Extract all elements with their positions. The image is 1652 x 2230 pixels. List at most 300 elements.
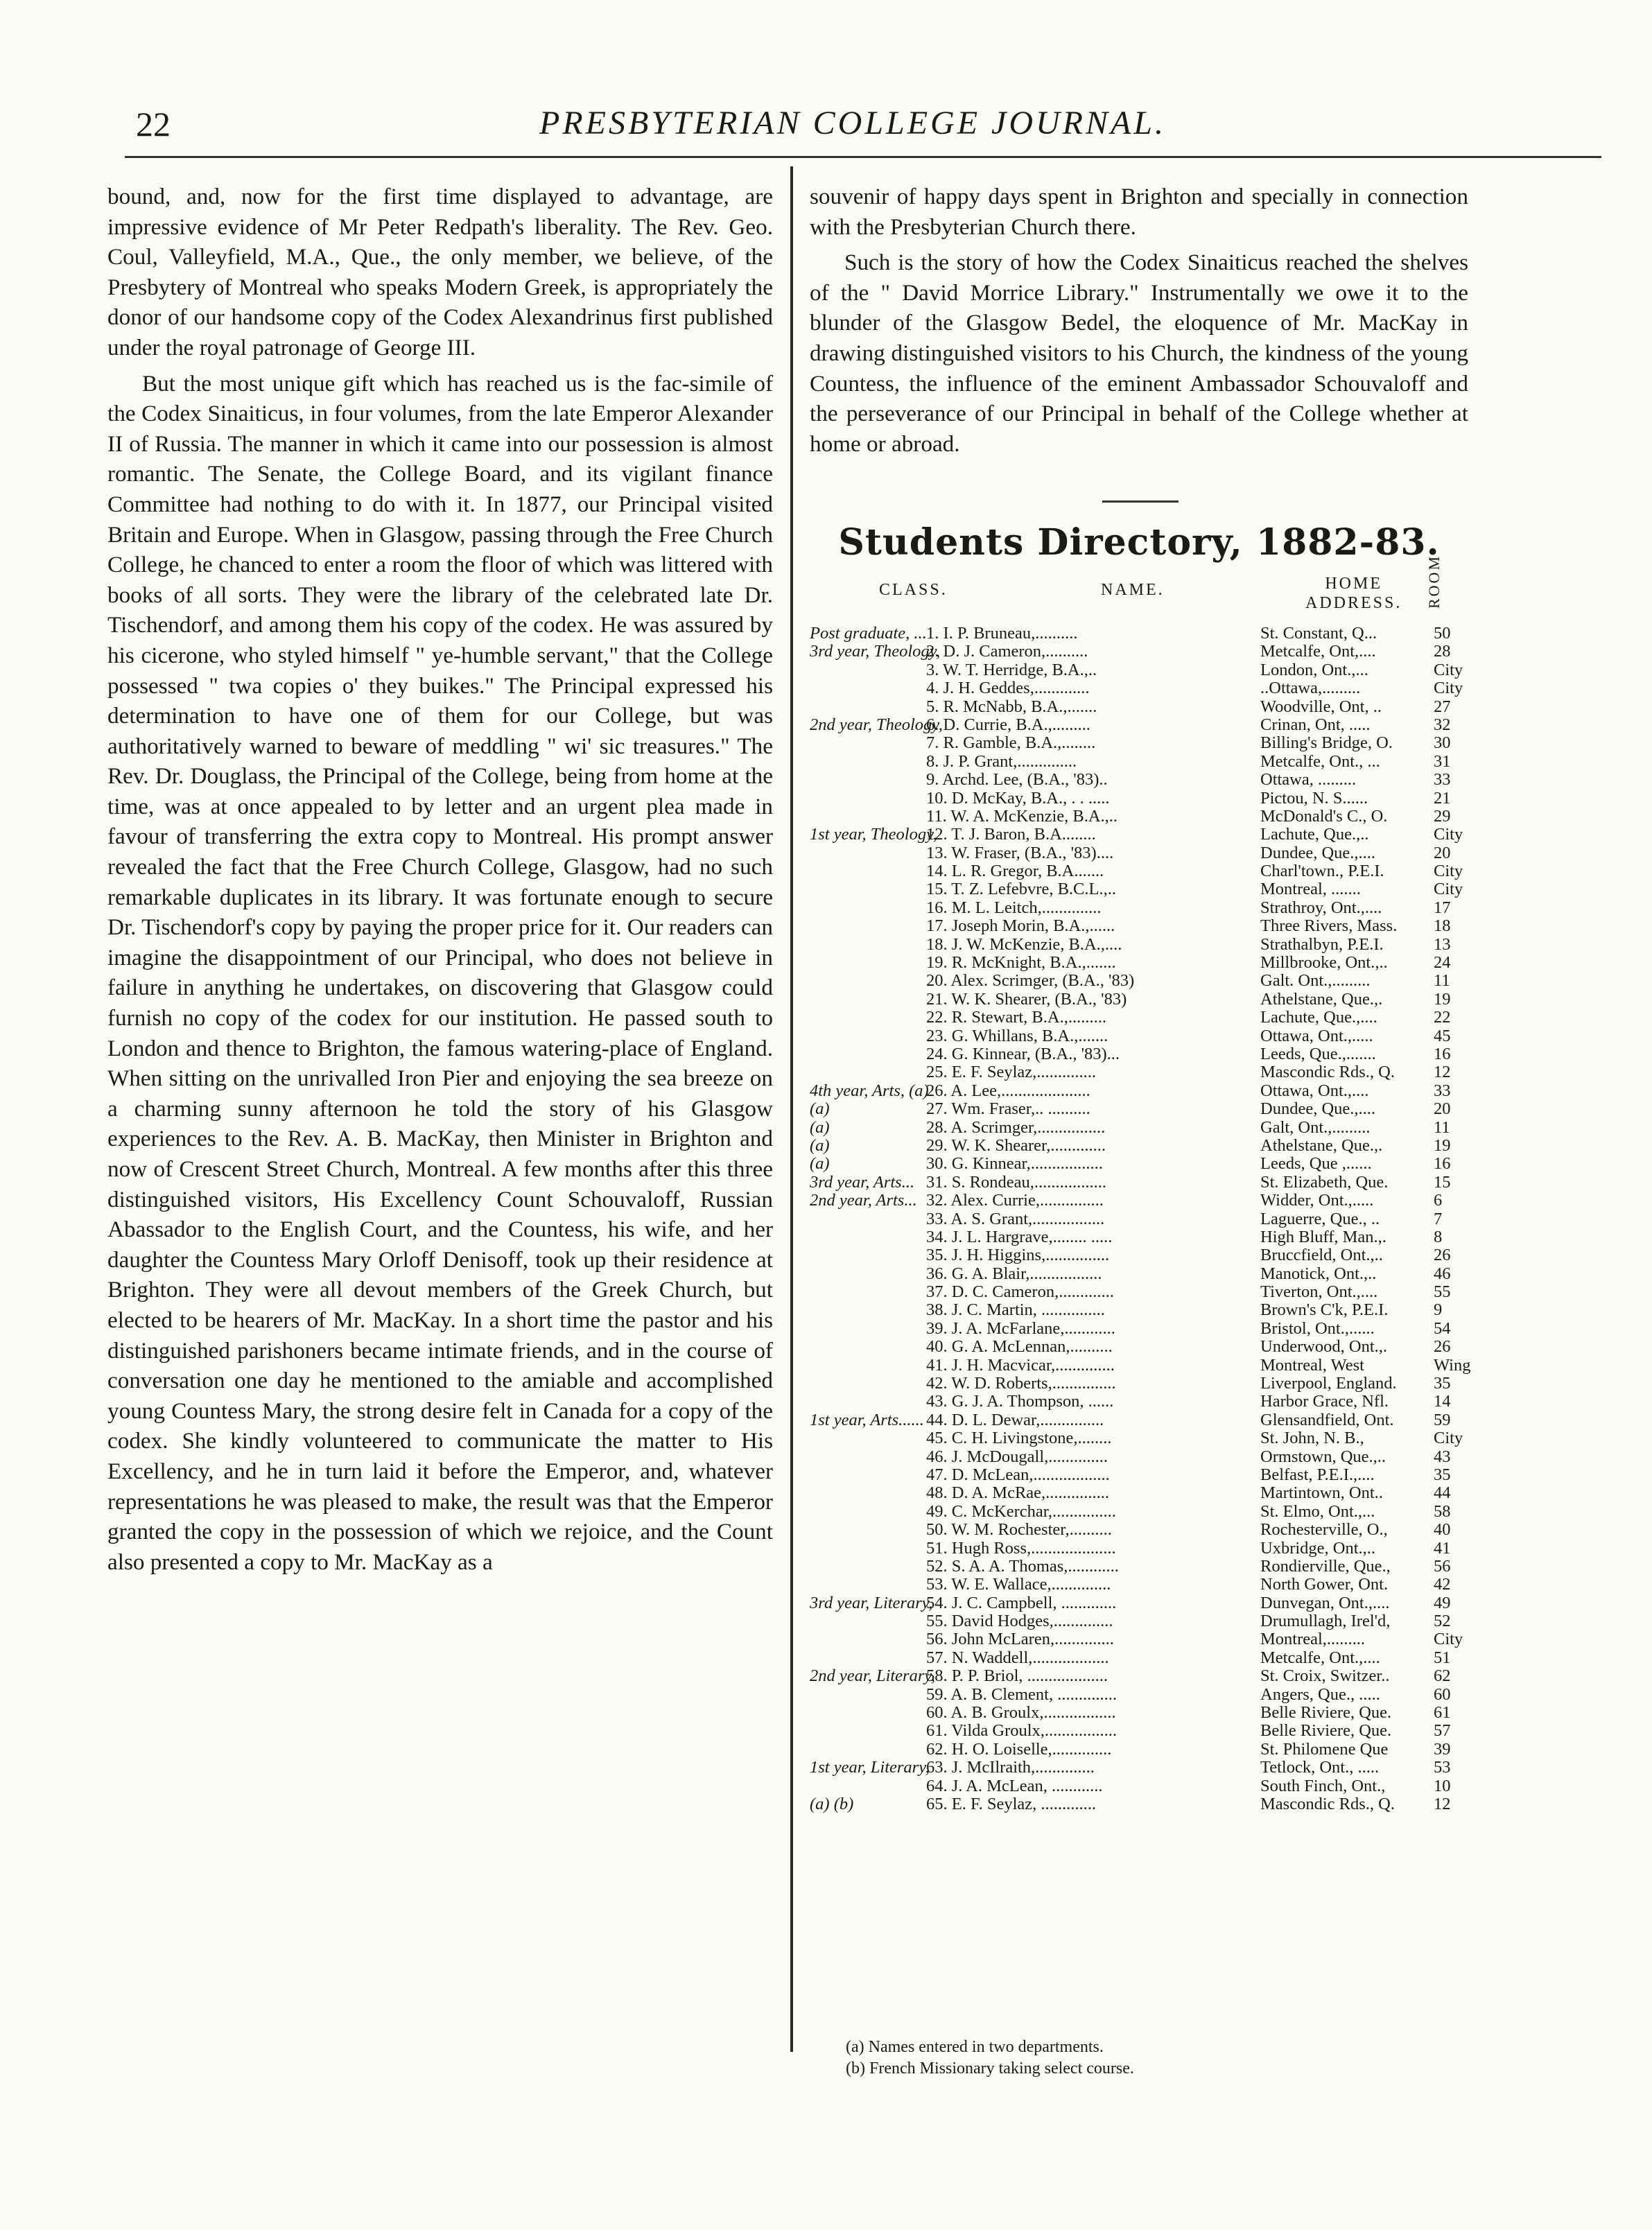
row-room: 49 [1434,1593,1451,1612]
directory-row [810,807,1468,825]
row-home: Athelstane, Que.,. [1260,989,1383,1009]
directory-row [810,1557,1468,1575]
row-home: Lachute, Que.,.. [1260,825,1369,844]
column-divider [790,166,793,2052]
row-name: 39. J. A. McFarlane,............ [926,1318,1115,1338]
row-class: 4th year, Arts, (a) [810,1081,929,1100]
row-name: 41. J. H. Macvicar,.............. [926,1355,1115,1375]
directory-row [810,1337,1468,1355]
row-home: Montreal, ....... [1260,880,1361,899]
row-home: Ottawa, Ont.,..... [1260,1026,1373,1045]
row-home: High Bluff, Man.,. [1260,1227,1386,1246]
directory-row [810,1502,1468,1520]
directory-row [810,1758,1468,1776]
row-name: 36. G. A. Blair,................. [926,1264,1102,1283]
row-home: Liverpool, England. [1260,1374,1397,1393]
row-room: 15 [1434,1172,1451,1192]
row-room: 26 [1434,1246,1451,1265]
row-class: (a) [810,1117,830,1137]
directory-row [810,733,1468,751]
directory-row [810,1173,1468,1191]
row-home: St. Croix, Switzer.. [1260,1666,1390,1686]
row-room: 52 [1434,1612,1451,1631]
row-name: 31. S. Rondeau,................. [926,1172,1106,1192]
row-name: 22. R. Stewart, B.A.,......... [926,1008,1106,1027]
row-home: Drumullagh, Irel'd, [1260,1612,1391,1631]
row-home: St. Elmo, Ont.,... [1260,1501,1375,1521]
row-name: 63. J. McIlraith,.............. [926,1758,1095,1777]
row-room: 62 [1434,1666,1451,1686]
row-name: 17. Joseph Morin, B.A.,...... [926,916,1115,936]
row-name: 7. R. Gamble, B.A.,........ [926,733,1096,753]
row-name: 13. W. Fraser, (B.A., '83).... [926,843,1114,862]
row-class: 3rd year, Literary, [810,1593,933,1612]
directory-row [810,953,1468,971]
directory-row [810,1282,1468,1300]
row-name: 4. J. H. Geddes,............. [926,679,1090,698]
row-home: Dundee, Que.,.... [1260,1099,1376,1119]
directory-row [810,1355,1471,1375]
row-name: 9. Archd. Lee, (B.A., '83).. [926,770,1108,790]
row-room: Wing [1434,1355,1471,1375]
header-class: CLASS. [879,581,948,599]
row-name: 16. M. L. Leitch,.............. [926,898,1102,917]
row-room: 30 [1434,733,1451,753]
directory-row [810,1392,1468,1410]
row-name: 53. W. E. Wallace,.............. [926,1575,1111,1594]
row-home: McDonald's C., O. [1260,806,1388,826]
row-home: Angers, Que., ..... [1260,1684,1380,1704]
row-room: 46 [1434,1264,1451,1283]
directory-row [810,1703,1468,1721]
row-class: (a) [810,1135,830,1155]
row-room: 35 [1434,1374,1451,1393]
directory-row [810,715,1468,733]
row-room: 40 [1434,1520,1451,1540]
row-room: City [1434,660,1463,679]
row-home: Galt. Ont.,......... [1260,971,1371,991]
row-name: 6. D. Currie, B.A.,......... [926,715,1090,734]
row-room: 8 [1434,1227,1443,1246]
row-room: 13 [1434,934,1451,954]
row-room: 58 [1434,1501,1451,1521]
row-room: 54 [1434,1318,1451,1338]
row-name: 12. T. J. Baron, B.A........ [926,825,1096,844]
directory-row [810,1447,1468,1465]
row-name: 37. D. C. Cameron,............. [926,1282,1114,1302]
row-name: 19. R. McKnight, B.A.,....... [926,953,1116,973]
row-room: 11 [1434,971,1450,991]
row-class: 1st year, Literary, [810,1758,930,1777]
row-home: Ottawa, Ont.,.... [1260,1081,1369,1100]
right-paragraph-2: Such is the story of how the Codex Sinaiticus reached the shelves of the " David Morrice Library." Instrumentally we owe it to the blunder of the Glasgow Bedel, the eloquence of Mr. MacKay in drawing distinguished visitors to his Church, the kindness of the young Countess, the influence of the eminent Ambassador Schouvaloff and the perseverance of our Principal in behalf of the College whether at home or abroad. [810,250,1468,457]
row-home: Rondierville, Que., [1260,1556,1391,1576]
row-home: Metcalfe, Ont., ... [1260,751,1380,771]
directory-row [810,1594,1468,1612]
row-home: Manotick, Ont.,.. [1260,1264,1377,1283]
row-home: Belle Riviere, Que. [1260,1703,1392,1723]
row-home: Rochesterville, O., [1260,1520,1388,1540]
left-column [107,182,773,1583]
row-room: 22 [1434,1008,1451,1027]
row-room: 57 [1434,1721,1451,1741]
row-name: 23. G. Whillans, B.A.,....... [926,1026,1108,1045]
header-address: ADDRESS. [1305,594,1402,612]
directory-row [810,1154,1468,1172]
directory-row [810,697,1468,715]
directory-row [810,1045,1468,1063]
row-name: 42. W. D. Roberts,............... [926,1374,1116,1393]
row-name: 8. J. P. Grant,.............. [926,751,1077,771]
row-name: 38. J. C. Martin, ............... [926,1300,1105,1320]
directory-row [810,862,1468,880]
directory-row [810,789,1468,807]
row-home: Dundee, Que.,.... [1260,843,1376,862]
row-room: 32 [1434,715,1451,734]
row-name: 52. S. A. A. Thomas,............ [926,1556,1119,1576]
row-room: 53 [1434,1758,1451,1777]
row-room: 44 [1434,1483,1451,1503]
row-home: Millbrooke, Ont.,.. [1260,953,1388,973]
directory-row [810,1520,1468,1538]
row-name: 21. W. K. Shearer, (B.A., '83) [926,989,1127,1009]
row-name: 26. A. Lee,..................... [926,1081,1090,1100]
directory-row [810,880,1468,898]
directory-row [810,1264,1468,1282]
row-name: 3. W. T. Herridge, B.A.,.. [926,660,1097,679]
header-home-address [1305,574,1402,613]
row-home: Ottawa, ......... [1260,770,1357,790]
row-room: 10 [1434,1776,1451,1795]
row-home: St. John, N. B., [1260,1429,1364,1448]
row-name: 55. David Hodges,.............. [926,1612,1113,1631]
row-home: Pictou, N. S...... [1260,788,1368,808]
row-home: Harbor Grace, Nfl. [1260,1392,1389,1411]
row-name: 65. E. F. Seylaz, ............. [926,1795,1097,1813]
row-room: 60 [1434,1684,1451,1704]
row-name: 10. D. McKay, B.A., . . ..... [926,788,1110,808]
row-room: 55 [1434,1282,1451,1302]
row-name: 29. W. K. Shearer,............. [926,1135,1106,1155]
directory-row [810,1099,1468,1117]
row-home: Brown's C'k, P.E.I. [1260,1300,1389,1320]
row-home: ..Ottawa,......... [1260,679,1361,698]
directory-row [810,1319,1468,1337]
running-title: PRESBYTERIAN COLLEGE JOURNAL. [539,105,1166,141]
row-name: 49. C. McKerchar,............... [926,1501,1116,1521]
row-name: 28. A. Scrimger,................ [926,1117,1106,1137]
row-class: 1st year, Arts...... [810,1410,924,1429]
row-room: 21 [1434,788,1451,808]
row-room: 16 [1434,1044,1451,1063]
row-class: 2nd year, Arts... [810,1191,917,1210]
row-room: 6 [1434,1191,1443,1210]
row-name: 56. John McLaren,.............. [926,1630,1114,1649]
row-class: (a) [810,1154,830,1174]
directory-row [810,1027,1468,1045]
directory-header [810,554,1468,622]
row-room: 29 [1434,806,1451,826]
row-home: Belfast, P.E.I.,.... [1260,1465,1375,1484]
row-home: Woodville, Ont, .. [1260,697,1382,716]
row-name: 20. Alex. Scrimger, (B.A., '83) [926,971,1135,991]
row-home: Bristol, Ont.,...... [1260,1318,1375,1338]
row-home: Strathalbyn, P.E.I. [1260,934,1384,954]
row-name: 46. J. McDougall,.............. [926,1447,1108,1466]
directory-row [810,1246,1468,1264]
directory-row [810,825,1468,843]
row-home: Galt, Ont.,......... [1260,1117,1371,1137]
footnote-a: (a) Names entered in two departments. [846,2038,1104,2056]
directory-row [810,642,1468,660]
row-room: 43 [1434,1447,1451,1466]
row-room: 26 [1434,1337,1451,1357]
row-name: 44. D. L. Dewar,............... [926,1410,1104,1429]
row-room: 7 [1434,1209,1443,1228]
row-room: 18 [1434,916,1451,936]
row-room: 42 [1434,1575,1451,1594]
row-home: South Finch, Ont., [1260,1776,1386,1795]
row-name: 14. L. R. Gregor, B.A....... [926,862,1104,881]
row-home: Dunvegan, Ont.,.... [1260,1593,1390,1612]
directory-row [810,1666,1468,1684]
directory-row [810,1630,1468,1648]
row-name: 27. Wm. Fraser,.. .......... [926,1099,1090,1119]
row-room: City [1434,679,1463,698]
row-home: Crinan, Ont, ..... [1260,715,1371,734]
row-room: City [1434,880,1463,899]
directory-row [810,990,1468,1008]
directory-row [810,1374,1468,1392]
directory-row [810,1612,1468,1630]
row-home: Metcalfe, Ont,.... [1260,642,1376,661]
row-room: 19 [1434,989,1451,1009]
directory-row [810,916,1468,934]
directory-row [810,679,1468,697]
row-home: Mascondic Rds., Q. [1260,1063,1395,1082]
row-room: 56 [1434,1556,1451,1576]
directory-row [810,1429,1468,1447]
row-name: 48. D. A. McRae,............... [926,1483,1110,1503]
row-room: 31 [1434,751,1451,771]
row-home: Leeds, Que.,....... [1260,1044,1376,1063]
row-name: 35. J. H. Higgins,............... [926,1246,1110,1265]
row-room: 33 [1434,1081,1451,1100]
row-home: Billing's Bridge, O. [1260,733,1393,753]
row-room: City [1434,862,1463,881]
row-home: Uxbridge, Ont.,.. [1260,1538,1376,1558]
row-class: 3rd year, Arts... [810,1172,915,1192]
section-rule [1102,500,1179,503]
row-room: 14 [1434,1392,1451,1411]
footnotes [846,2037,1134,2080]
row-name: 47. D. McLean,.................. [926,1465,1110,1484]
row-room: 11 [1434,1117,1450,1137]
row-name: 1. I. P. Bruneau,.......... [926,624,1078,643]
row-home: Bruccfield, Ont.,.. [1260,1246,1383,1265]
row-room: 59 [1434,1410,1451,1429]
directory-row [810,844,1468,862]
row-name: 33. A. S. Grant,................. [926,1209,1105,1228]
row-room: 27 [1434,697,1451,716]
row-room: 20 [1434,1099,1451,1119]
right-paragraph-1: souvenir of happy days spent in Brighton and specially in connection with the Presbyterian Church there. [810,184,1468,240]
row-class: Post graduate, ... [810,624,927,643]
directory-row [810,1300,1468,1318]
directory-row [810,935,1468,953]
row-name: 57. N. Waddell,.................. [926,1648,1109,1667]
row-home: Three Rivers, Mass. [1260,916,1398,936]
directory-row [810,1777,1468,1795]
row-name: 32. Alex. Currie,............... [926,1191,1104,1210]
header-name: NAME. [1101,581,1165,599]
directory-row [810,1191,1468,1209]
row-room: 50 [1434,624,1451,643]
row-home: Ormstown, Que.,.. [1260,1447,1386,1466]
row-room: 61 [1434,1703,1451,1723]
row-name: 59. A. B. Clement, .............. [926,1684,1117,1704]
row-name: 30. G. Kinnear,................. [926,1154,1103,1174]
row-home: St. Constant, Q... [1260,624,1377,643]
directory-row [810,1008,1468,1026]
right-column-text [810,182,1468,464]
row-home: Belle Riviere, Que. [1260,1721,1392,1741]
row-name: 11. W. A. McKenzie, B.A.,.. [926,806,1118,826]
row-name: 18. J. W. McKenzie, B.A.,.... [926,934,1122,954]
row-home: Montreal,......... [1260,1630,1366,1649]
row-room: 28 [1434,642,1451,661]
page-header [104,76,1601,146]
directory-row [810,1411,1468,1429]
row-class: 1st year, Theology, [810,825,937,844]
directory-row [810,1648,1468,1666]
row-name: 15. T. Z. Lefebvre, B.C.L.,.. [926,880,1116,899]
directory-row [810,1685,1468,1703]
row-home: Tiverton, Ont.,.... [1260,1282,1378,1302]
directory-row [810,1081,1468,1099]
row-name: 25. E. F. Seylaz,.............. [926,1063,1097,1082]
row-room: 33 [1434,770,1451,790]
row-room: 12 [1434,1795,1451,1813]
row-home: Leeds, Que ,...... [1260,1154,1372,1174]
row-home: London, Ont.,... [1260,660,1368,679]
row-name: 61. Vilda Groulx,................. [926,1721,1118,1741]
directory-row [810,1795,1468,1813]
left-paragraph-1: bound, and, now for the first time displayed to advantage, are impressive evidence of Mr Peter Redpath's liberality. The Rev. Geo. Coul, Valleyfield, M.A., Que., the only member, we believe, of the Presbytery of Montreal who speaks Modern Greek, is appropriately the donor of our handsome copy of the Codex Alexandrinus first published under the royal patronage of George III. [107,184,773,360]
row-class: 3rd year, Theology, [810,642,941,661]
row-room: 19 [1434,1135,1451,1155]
directory-row [810,752,1468,770]
row-name: 43. G. J. A. Thompson, ...... [926,1392,1114,1411]
directory-row [810,1740,1468,1758]
directory-row [810,661,1468,679]
row-home: Tetlock, Ont., ..... [1260,1758,1380,1777]
row-home: St. Elizabeth, Que. [1260,1172,1389,1192]
row-home: Widder, Ont.,..... [1260,1191,1374,1210]
row-class: 2nd year, Literary, [810,1666,936,1686]
directory-row [810,1136,1468,1154]
directory-row [810,1483,1468,1501]
row-home: Underwood, Ont.,. [1260,1337,1388,1357]
row-name: 24. G. Kinnear, (B.A., '83)... [926,1044,1120,1063]
row-name: 54. J. C. Campbell, ............. [926,1593,1117,1612]
row-room: City [1434,1630,1463,1649]
row-room: 20 [1434,843,1451,862]
row-class: 2nd year, Theology, [810,715,943,734]
directory-row [810,624,1468,642]
row-room: 51 [1434,1648,1451,1667]
footnote-b: (b) French Missionary taking select course. [846,2059,1134,2077]
directory-row [810,1575,1468,1593]
directory-row [810,1210,1468,1228]
directory-row [810,1465,1468,1483]
row-class: (a) [810,1099,830,1119]
row-room: 24 [1434,953,1451,973]
row-name: 62. H. O. Loiselle,.............. [926,1739,1112,1759]
directory-row [810,1228,1468,1246]
row-name: 34. J. L. Hargrave,........ ..... [926,1227,1113,1246]
row-room: 45 [1434,1026,1451,1045]
row-room: 16 [1434,1154,1451,1174]
directory-row [810,1063,1468,1081]
row-home: Charl'town., P.E.I. [1260,862,1384,881]
directory-row [810,770,1468,788]
row-name: 45. C. H. Livingstone,........ [926,1429,1112,1448]
row-name: 5. R. McNabb, B.A.,....... [926,697,1097,716]
row-home: St. Philomene Que [1260,1739,1389,1759]
directory-row [810,1118,1468,1136]
row-room: 35 [1434,1465,1451,1484]
row-class: (a) (b) [810,1795,854,1813]
row-home: Athelstane, Que.,. [1260,1135,1383,1155]
directory-row [810,971,1468,989]
row-name: 2. D. J. Cameron,.......... [926,642,1088,661]
header-room: ROOM [1425,554,1443,609]
row-home: Montreal, West [1260,1355,1364,1375]
left-paragraph-2: But the most unique gift which has reached us is the fac-simile of the Codex Sinaiticus, in four volumes, from the late Emperor Alexander II of Russia. The manner in which it came into our possession is almost romantic. The Senate, the College Board, and its vigilant finance Committee had nothing to do with it. In 1877, our Principal visited Britain and Europe. When in Glasgow, passing through the Free Church College, he chanced to enter a room the floor of which was littered with books of all sorts. They were the library of the celebrated late Dr. Tischendorf, and among them his copy of the codex. He was assured by his cicerone, who styled himself " ye-humble servant," that the College possessed " twa copies o' they buikes." The Principal expressed his determination to have one of them for our College, but was authoritatively warned to beware of meddling " wi' sic treasures." The Rev. Dr. Douglass, the Principal of the College, being from home at the time, was at once appealed to by letter and an urgent plea made in favour of transferring the extra copy to Montreal. His prompt answer revealed the fact that the Free Church College, Glasgow, had no such remarkable duplicates in its library. It was fortunate enough to secure Dr. Tischendorf's copy by paying the proper price for it. Our readers can imagine the disappointment of our Principal, who does not believe in failure in anything he undertakes, on discovering that Glasgow could furnish no copy of the codex for our institution. He passed south to London and thence to Brighton, the famous watering-place of England. When sitting on the unrivalled Iron Pier and enjoying the sea breeze on a charming sunny afternoon he told the story of his Glasgow experiences to the Rev. A. B. MacKay, then Minister in Brighton and now of Crescent Street Church, Montreal. A few months after this three distinguished visitors, His Excellency Count Schouvaloff, Russian Abassador to the English Court, and the Countess, his wife, and her daughter the Countess Mary Orloff Denisoff, took up their residence at Brighton. They were all devout members of the Greek Church, but elected to be hearers of Mr. MacKay. In a short time the pastor and his distinguished parishoners became intimate friends, and in the course of conversation one day he mentioned to the amiable and accomplished young Countess Mary, the strong desire felt in Canada for a copy of the codex. She kindly volunteered to communicate the matter to His Excellency, and he in turn laid it before the Emperor, and, whatever representations he was pleased to make, the result was that the Emperor granted the copy in the possession of which we rejoice, and the Count also presented a copy to Mr. MacKay as a [107,370,773,1575]
row-name: 51. Hugh Ross,.................... [926,1538,1116,1558]
row-room: 9 [1434,1300,1443,1320]
row-name: 60. A. B. Groulx,................. [926,1703,1116,1723]
row-home: Metcalfe, Ont.,.... [1260,1648,1380,1667]
row-home: Strathroy, Ont.,.... [1260,898,1382,917]
header-home: HOME [1325,575,1383,593]
row-room: City [1434,1429,1463,1448]
directory-row [810,1721,1468,1739]
row-room: 12 [1434,1063,1451,1082]
row-home: Lachute, Que.,.... [1260,1008,1377,1027]
row-home: Martintown, Ont.. [1260,1483,1383,1503]
directory-row [810,898,1468,916]
row-home: North Gower, Ont. [1260,1575,1389,1594]
row-room: 41 [1434,1538,1451,1558]
row-home: Mascondic Rds., Q. [1260,1795,1395,1813]
row-home: Glensandfield, Ont. [1260,1410,1394,1429]
directory-row [810,1539,1468,1557]
row-name: 50. W. M. Rochester,.......... [926,1520,1112,1540]
directory-table [810,624,1471,1813]
row-home: Laguerre, Que., .. [1260,1209,1380,1228]
directory-title: Students Directory, 1882-83. [838,521,1440,564]
header-rule [125,156,1601,158]
row-room: City [1434,825,1463,844]
row-name: 64. J. A. McLean, ............ [926,1776,1103,1795]
page-number: 22 [136,105,171,143]
row-room: 39 [1434,1739,1451,1759]
row-name: 58. P. P. Briol, ................... [926,1666,1108,1686]
row-name: 40. G. A. McLennan,.......... [926,1337,1113,1357]
row-room: 17 [1434,898,1451,917]
